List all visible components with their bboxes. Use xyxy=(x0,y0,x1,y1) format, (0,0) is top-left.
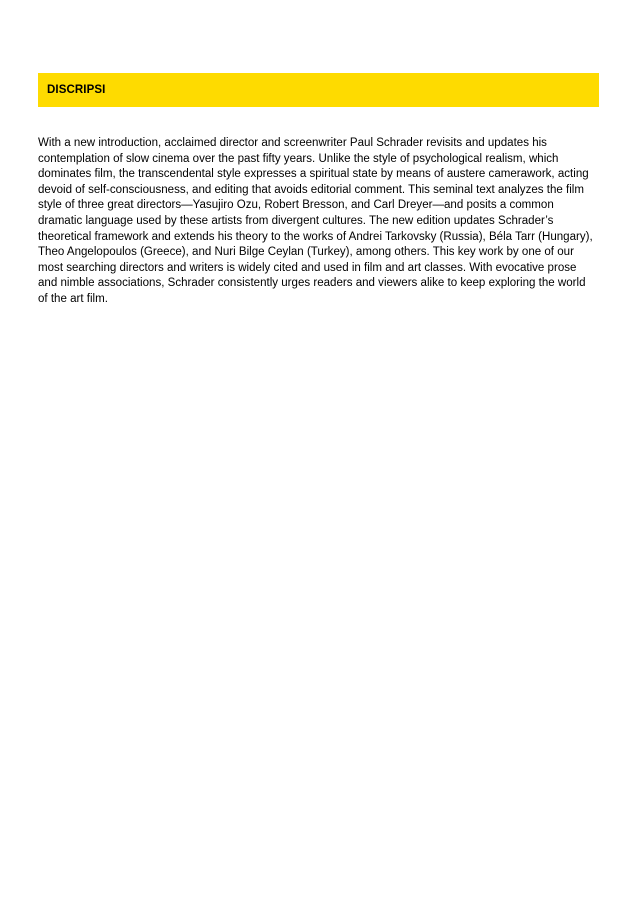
section-header-bar xyxy=(38,73,599,107)
description-paragraph: With a new introduction, acclaimed director and screenwriter Paul Schrader revisits and updates his contemplation of slow cinema over the past fifty years. Unlike the style of psychological realism, which dominates film, the transcendental style expresses a spiritual state by means of austere camerawork, acting devoid of self-consciousness, and editing that avoids editorial comment. This seminal text analyzes the film style of three great directors—Yasujiro Ozu, Robert Bresson, and Carl Dreyer—and posits a common dramatic language used by these artists from divergent cultures. The new edition updates Schrader’s theoretical framework and extends his theory to the works of Andrei Tarkovsky (Russia), Béla Tarr (Hungary), Theo Angelopoulos (Greece), and Nuri Bilge Ceylan (Turkey), among others. This key work by one of our most searching directors and writers is widely cited and used in film and art classes. With evocative prose and nimble associations, Schrader consistently urges readers and viewers alike to keep exploring the world of the art film. xyxy=(38,137,593,305)
section-title: DISCRIPSI xyxy=(47,84,106,96)
